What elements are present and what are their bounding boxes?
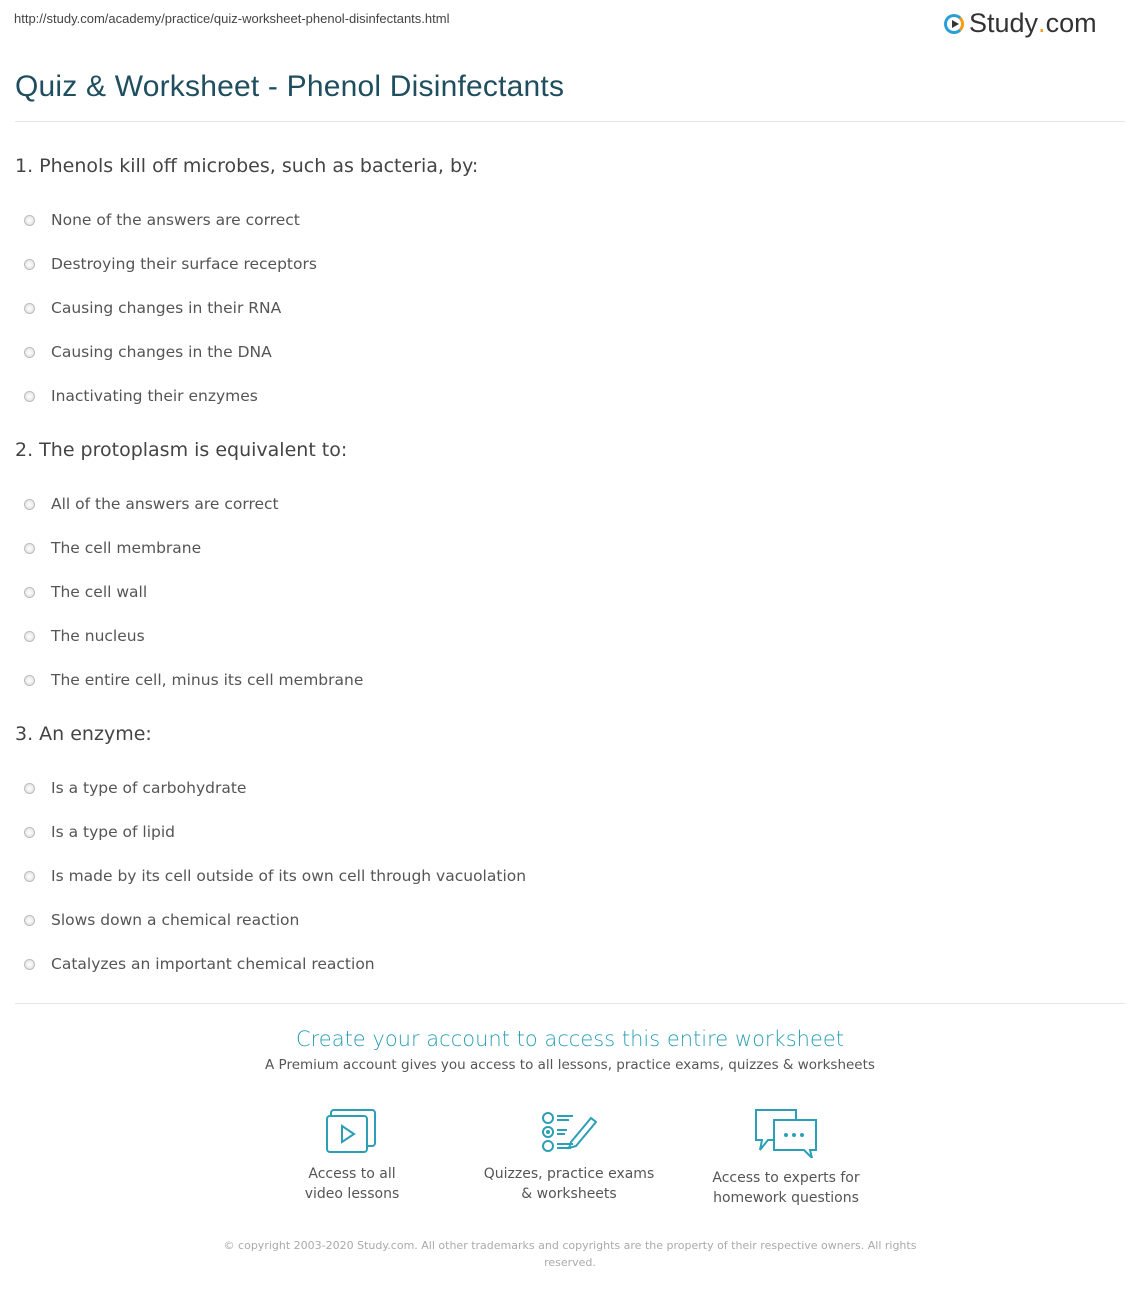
answer-option[interactable] bbox=[15, 766, 526, 810]
answer-label: The nucleus bbox=[51, 627, 145, 645]
answer-option[interactable] bbox=[15, 854, 526, 898]
divider bbox=[15, 1003, 1125, 1004]
feature-label: Access to experts for bbox=[712, 1170, 860, 1186]
feature-video-lessons bbox=[252, 1108, 452, 1204]
feature-label: video lessons bbox=[304, 1186, 400, 1202]
answer-option[interactable] bbox=[15, 614, 363, 658]
answer-option[interactable] bbox=[15, 570, 363, 614]
answer-label: Causing changes in the DNA bbox=[51, 343, 272, 361]
radio-button[interactable] bbox=[24, 675, 35, 686]
answer-label: The cell membrane bbox=[51, 539, 202, 557]
answer-option[interactable] bbox=[15, 374, 478, 418]
logo-tld: com bbox=[1045, 8, 1097, 38]
logo-name: Study bbox=[969, 8, 1039, 38]
play-logo-icon bbox=[944, 14, 964, 34]
radio-button[interactable] bbox=[24, 827, 35, 838]
radio-button[interactable] bbox=[24, 587, 35, 598]
radio-button[interactable] bbox=[24, 347, 35, 358]
answer-label: Inactivating their enzymes bbox=[51, 387, 258, 405]
question-2 bbox=[15, 438, 363, 702]
cta-subtitle: A Premium account gives you access to all lessons, practice exams, quizzes & worksheets bbox=[265, 1057, 875, 1073]
answer-option[interactable] bbox=[15, 330, 478, 374]
answer-label: Causing changes in their RNA bbox=[51, 299, 282, 317]
answer-option[interactable] bbox=[15, 898, 526, 942]
cta-section bbox=[0, 1027, 1140, 1073]
video-lessons-icon bbox=[326, 1108, 378, 1154]
answer-option[interactable] bbox=[15, 658, 363, 702]
answer-label: None of the answers are correct bbox=[51, 211, 300, 229]
answer-label: Catalyzes an important chemical reaction bbox=[51, 955, 375, 973]
answer-option[interactable] bbox=[15, 942, 526, 986]
feature-experts bbox=[686, 1108, 886, 1208]
copyright: © copyright 2003-2020 Study.com. All other trademarks and copyrights are the property of their respective owners. All rights reserved. bbox=[223, 1239, 917, 1269]
answer-label: The cell wall bbox=[51, 583, 148, 601]
answer-option[interactable] bbox=[15, 526, 363, 570]
answer-option[interactable] bbox=[15, 198, 478, 242]
study-logo[interactable] bbox=[944, 8, 1097, 39]
quiz-list-icon bbox=[541, 1108, 597, 1154]
answer-label: Is a type of lipid bbox=[51, 823, 176, 841]
feature-label: Access to all bbox=[308, 1166, 396, 1182]
divider bbox=[15, 121, 1125, 122]
answer-label: Is made by its cell outside of its own cell through vacuolation bbox=[51, 867, 527, 885]
question-text: 1. Phenols kill off microbes, such as bacteria, by: bbox=[15, 155, 479, 177]
question-text: 3. An enzyme: bbox=[15, 723, 152, 745]
answer-option[interactable] bbox=[15, 482, 363, 526]
feature-quizzes bbox=[469, 1108, 669, 1204]
feature-label: Quizzes, practice exams bbox=[483, 1166, 655, 1182]
radio-button[interactable] bbox=[24, 391, 35, 402]
page-title: Quiz & Worksheet - Phenol Disinfectants bbox=[15, 70, 565, 103]
answer-label: Slows down a chemical reaction bbox=[51, 911, 300, 929]
answer-label: All of the answers are correct bbox=[51, 495, 279, 513]
answer-option[interactable] bbox=[15, 286, 478, 330]
radio-button[interactable] bbox=[24, 871, 35, 882]
radio-button[interactable] bbox=[24, 783, 35, 794]
chat-bubbles-icon bbox=[754, 1108, 818, 1158]
radio-button[interactable] bbox=[24, 915, 35, 926]
answer-label: The entire cell, minus its cell membrane bbox=[51, 671, 364, 689]
answer-label: Destroying their surface receptors bbox=[51, 255, 317, 273]
radio-button[interactable] bbox=[24, 959, 35, 970]
radio-button[interactable] bbox=[24, 303, 35, 314]
logo-dot: . bbox=[1038, 8, 1046, 38]
cta-title[interactable]: Create your account to access this entire worksheet bbox=[295, 1027, 845, 1051]
page-url: http://study.com/academy/practice/quiz-worksheet-phenol-disinfectants.html bbox=[14, 11, 450, 26]
radio-button[interactable] bbox=[24, 499, 35, 510]
feature-label: & worksheets bbox=[521, 1186, 617, 1202]
answer-option[interactable] bbox=[15, 242, 478, 286]
question-1 bbox=[15, 154, 478, 418]
radio-button[interactable] bbox=[24, 631, 35, 642]
answer-option[interactable] bbox=[15, 810, 526, 854]
answer-label: Is a type of carbohydrate bbox=[51, 779, 247, 797]
question-text: 2. The protoplasm is equivalent to: bbox=[15, 439, 348, 461]
radio-button[interactable] bbox=[24, 543, 35, 554]
question-3 bbox=[15, 722, 526, 986]
radio-button[interactable] bbox=[24, 259, 35, 270]
feature-label: homework questions bbox=[713, 1190, 859, 1206]
radio-button[interactable] bbox=[24, 215, 35, 226]
